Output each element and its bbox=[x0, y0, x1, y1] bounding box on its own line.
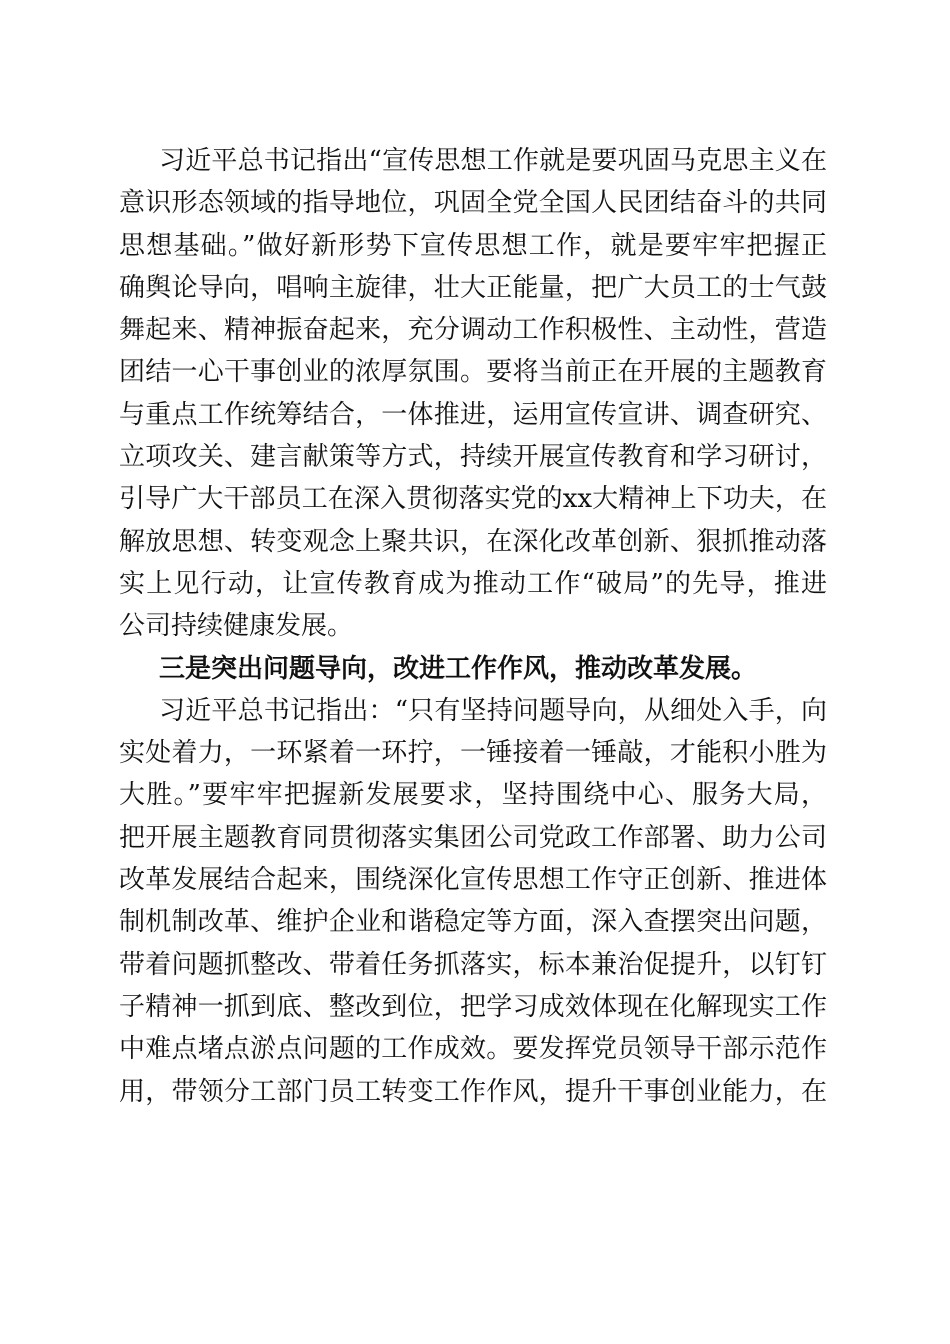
paragraph-line: 中难点堵点淤点问题的工作成效。要发挥党员领导干部示范作 bbox=[119, 1034, 827, 1065]
paragraph-line: 立项攻关、建言献策等方式，持续开展宣传教育和学习研讨， bbox=[119, 442, 827, 473]
paragraph-1 bbox=[119, 140, 827, 648]
paragraph-line: 用，带领分工部门员工转变工作作风，提升干事创业能力，在 bbox=[119, 1076, 827, 1107]
paragraph-line: 确舆论导向，唱响主旋律，壮大正能量，把广大员工的士气鼓 bbox=[119, 272, 827, 303]
paragraph-line: 子精神一抓到底、整改到位，把学习成效体现在化解现实工作 bbox=[119, 991, 827, 1022]
paragraph-line: 习近平总书记指出：“只有坚持问题导向，从细处入手，向 bbox=[159, 695, 827, 726]
paragraph-line: 引导广大干部员工在深入贯彻落实党的xx大精神上下功夫，在 bbox=[119, 484, 827, 515]
paragraph-2 bbox=[119, 690, 827, 1113]
paragraph-line: 与重点工作统筹结合，一体推进，运用宣传宣讲、调查研究、 bbox=[119, 399, 827, 430]
paragraph-line: 团结一心干事创业的浓厚氛围。要将当前正在开展的主题教育 bbox=[119, 357, 827, 388]
paragraph-line: 思想基础。”做好新形势下宣传思想工作，就是要牢牢把握正 bbox=[119, 230, 827, 261]
paragraph-line: 实上见行动，让宣传教育成为推动工作“破局”的先导，推进 bbox=[119, 568, 827, 599]
paragraph-line: 把开展主题教育同贯彻落实集团公司党政工作部署、助力公司 bbox=[119, 822, 827, 853]
paragraph-line: 舞起来、精神振奋起来，充分调动工作积极性、主动性，营造 bbox=[119, 315, 827, 346]
paragraph-line: 公司持续健康发展。 bbox=[119, 611, 354, 642]
section-heading: 三是突出问题导向，改进工作作风，推动改革发展。 bbox=[159, 653, 758, 684]
paragraph-line: 大胜。”要牢牢把握新发展要求，坚持围绕中心、服务大局， bbox=[119, 780, 827, 811]
paragraph-line: 解放思想、转变观念上聚共识，在深化改革创新、狠抓推动落 bbox=[119, 526, 827, 557]
paragraph-line: 带着问题抓整改、带着任务抓落实，标本兼治促提升，以钉钉 bbox=[119, 949, 827, 980]
paragraph-line: 意识形态领域的指导地位，巩固全党全国人民团结奋斗的共同 bbox=[119, 188, 827, 219]
paragraph-line: 习近平总书记指出“宣传思想工作就是要巩固马克思主义在 bbox=[159, 146, 827, 176]
paragraph-line: 改革发展结合起来，围绕深化宣传思想工作守正创新、推进体 bbox=[119, 865, 827, 896]
paragraph-line: 制机制改革、维护企业和谐稳定等方面，深入查摆突出问题， bbox=[119, 907, 827, 938]
document-body bbox=[119, 140, 827, 1113]
paragraph-line: 实处着力，一环紧着一环拧，一锤接着一锤敲，才能积小胜为 bbox=[119, 738, 827, 769]
